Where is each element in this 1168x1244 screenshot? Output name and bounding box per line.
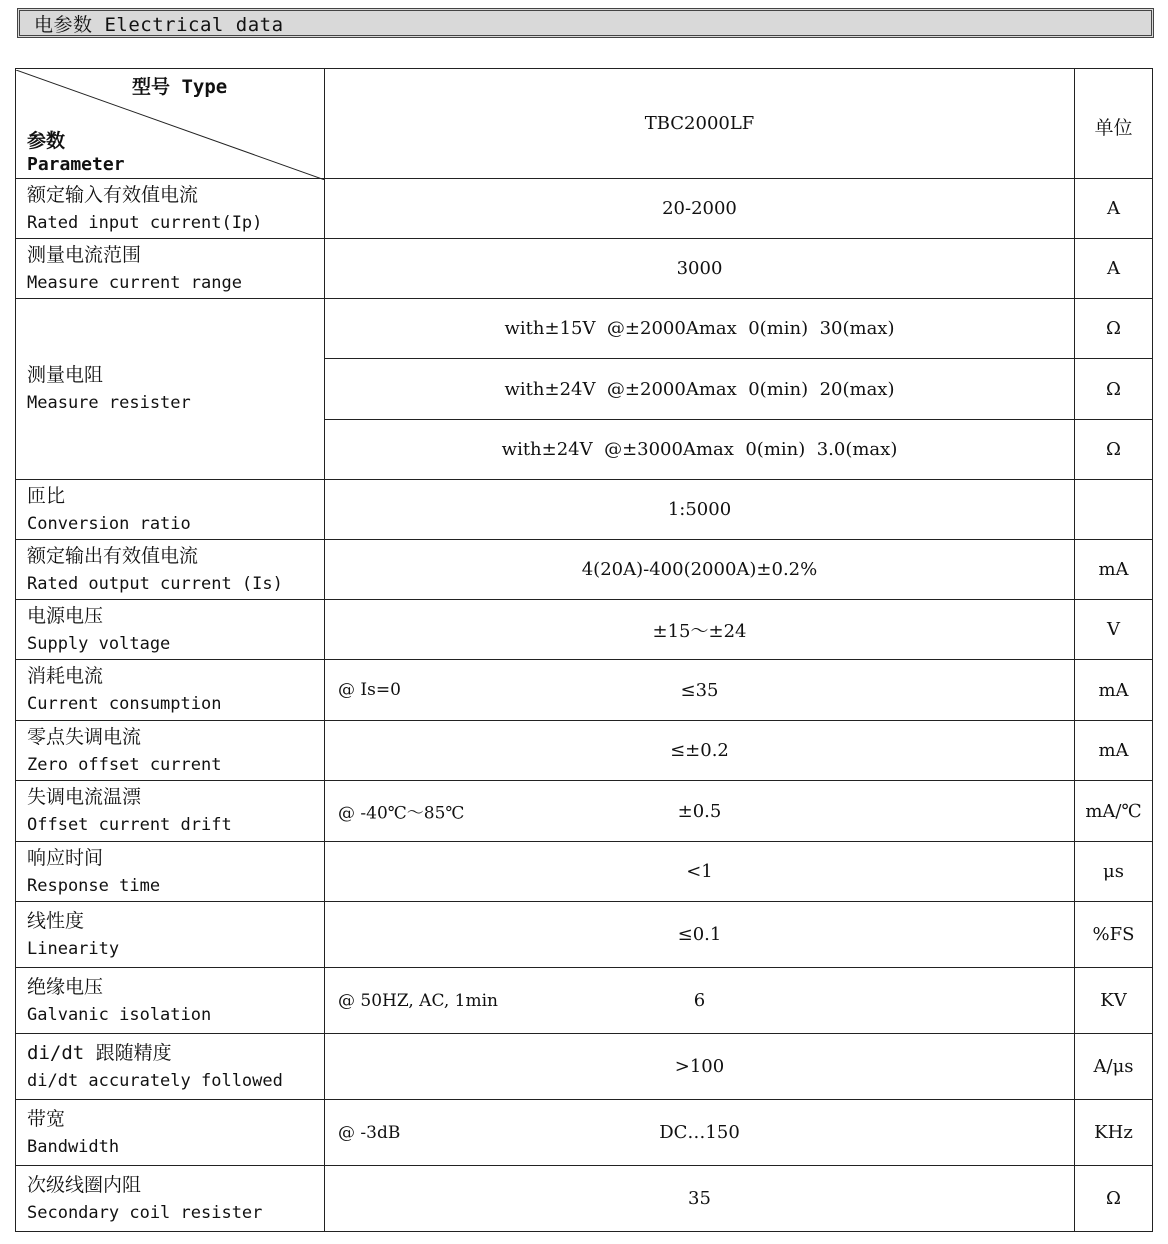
parameter-cell	[16, 721, 325, 781]
type-label: 型号 Type	[132, 75, 228, 98]
value-cell: with±24V @±3000Amax 0(min) 3.0(max)	[325, 420, 1075, 480]
value-cell	[325, 781, 1075, 842]
parameter-name-zh: 电源电压	[27, 604, 104, 627]
value-cell	[325, 902, 1075, 968]
parameter-name-en: di/dt accurately followed	[27, 1070, 283, 1091]
parameter-name-zh: di/dt 跟随精度	[27, 1041, 172, 1064]
parameter-cell	[16, 1100, 325, 1166]
value-cell: with±24V @±2000Amax 0(min) 20(max)	[325, 359, 1075, 420]
value-cell	[325, 842, 1075, 902]
unit-cell	[1075, 480, 1153, 540]
parameter-name-zh: 测量电流范围	[27, 243, 142, 266]
parameter-name-en: Supply voltage	[27, 633, 171, 654]
parameter-value: ≤35	[680, 679, 719, 701]
unit-cell: A	[1075, 179, 1153, 239]
unit-cell: Ω	[1075, 420, 1153, 480]
value-cell: with±15V @±2000Amax 0(min) 30(max)	[325, 299, 1075, 359]
parameter-cell	[16, 781, 325, 842]
value-cell	[325, 239, 1075, 299]
parameter-label-zh: 参数	[27, 129, 66, 152]
unit-cell: %FS	[1075, 902, 1153, 968]
parameter-name-en: Current consumption	[27, 694, 222, 714]
value-cell	[325, 721, 1075, 781]
parameter-name-zh: 额定输出有效值电流	[27, 544, 199, 567]
value-cell	[325, 968, 1075, 1034]
unit-cell: mA	[1075, 721, 1153, 781]
unit-cell: mA	[1075, 540, 1153, 600]
unit-cell: mA	[1075, 660, 1153, 721]
parameter-name-en: Measure current range	[27, 272, 242, 293]
parameter-cell	[16, 660, 325, 721]
unit-cell: Ω	[1075, 299, 1153, 359]
parameter-label-en: Parameter	[27, 153, 125, 175]
parameter-name-zh: 额定输入有效值电流	[27, 183, 199, 206]
unit-cell: mA/℃	[1075, 781, 1153, 842]
test-condition: @ 50HZ, AC, 1min	[338, 990, 498, 1011]
parameter-value: 1:5000	[667, 499, 732, 520]
value-cell	[325, 1100, 1075, 1166]
parameter-name-zh: 响应时间	[27, 846, 104, 869]
parameter-name-zh: 测量电阻	[27, 364, 104, 386]
section-title: 电参数 Electrical data	[17, 8, 1154, 38]
parameter-value: >100	[674, 1056, 725, 1077]
parameter-cell	[16, 1034, 325, 1100]
table-row	[16, 968, 1153, 1034]
parameter-cell	[16, 299, 325, 480]
parameter-name-en: Measure resister	[27, 393, 191, 413]
value-cell	[325, 600, 1075, 660]
table-header-row	[16, 69, 1153, 179]
test-condition: @ Is=0	[338, 680, 401, 700]
unit-cell: V	[1075, 600, 1153, 660]
parameter-value: DC…150	[659, 1122, 740, 1143]
electrical-data-table	[15, 68, 1153, 1232]
unit-cell: KV	[1075, 968, 1153, 1034]
parameter-name-zh: 绝缘电压	[27, 975, 104, 998]
parameter-name-en: Rated input current(Ip)	[27, 212, 263, 233]
table-row	[16, 1100, 1153, 1166]
value-cell	[325, 660, 1075, 721]
parameter-name-en: Zero offset current	[27, 754, 222, 775]
unit-cell: μs	[1075, 842, 1153, 902]
table-row	[16, 842, 1153, 902]
table-row	[16, 480, 1153, 540]
parameter-value: <1	[686, 861, 713, 882]
parameter-cell	[16, 1166, 325, 1232]
parameter-name-zh: 匝比	[27, 484, 66, 507]
parameter-cell	[16, 968, 325, 1034]
value-cell	[325, 179, 1075, 239]
test-condition: @ -3dB	[338, 1122, 401, 1143]
table-row	[16, 600, 1153, 660]
unit-header: 单位	[1075, 69, 1153, 179]
parameter-name-en: Conversion ratio	[27, 513, 191, 534]
parameter-cell	[16, 179, 325, 239]
table-row	[16, 660, 1153, 721]
model-name: TBC2000LF	[325, 69, 1075, 179]
parameter-value: 6	[693, 990, 706, 1011]
parameter-cell	[16, 480, 325, 540]
parameter-value: 3000	[676, 258, 723, 279]
table-row	[16, 540, 1153, 600]
parameter-name-en: Response time	[27, 875, 161, 896]
table-row	[16, 902, 1153, 968]
table-row	[16, 179, 1153, 239]
header-diagonal-cell	[16, 69, 325, 179]
value-cell	[325, 480, 1075, 540]
parameter-name-zh: 零点失调电流	[27, 725, 142, 748]
table-row	[16, 721, 1153, 781]
parameter-name-zh: 失调电流温漂	[27, 786, 142, 808]
unit-cell: Ω	[1075, 359, 1153, 420]
unit-cell: A/μs	[1075, 1034, 1153, 1100]
parameter-value: ±0.5	[677, 800, 722, 822]
parameter-name-zh: 带宽	[27, 1107, 66, 1130]
parameter-value: ≤0.1	[677, 924, 722, 945]
parameter-cell	[16, 540, 325, 600]
parameter-name-en: Rated output current (Is)	[27, 573, 283, 594]
value-cell	[325, 1034, 1075, 1100]
table-row	[16, 1166, 1153, 1232]
parameter-name-zh: 线性度	[27, 909, 85, 932]
value-cell	[325, 540, 1075, 600]
parameter-name-en: Offset current drift	[27, 815, 232, 835]
test-condition: @ -40℃～85℃	[338, 803, 465, 824]
parameter-name-zh: 次级线圈内阻	[27, 1173, 142, 1196]
table-row	[16, 239, 1153, 299]
parameter-name-en: Secondary coil resister	[27, 1202, 263, 1223]
parameter-value: ±15～±24	[652, 620, 747, 642]
parameter-cell	[16, 902, 325, 968]
unit-cell: A	[1075, 239, 1153, 299]
value-cell	[325, 1166, 1075, 1232]
parameter-value: 35	[688, 1188, 711, 1209]
unit-cell: KHz	[1075, 1100, 1153, 1166]
parameter-value: 4(20A)-400(2000A)±0.2%	[581, 559, 818, 580]
unit-cell: Ω	[1075, 1166, 1153, 1232]
parameter-cell	[16, 842, 325, 902]
parameter-cell	[16, 600, 325, 660]
parameter-name-en: Bandwidth	[27, 1136, 120, 1157]
parameter-value: ≤±0.2	[670, 740, 729, 761]
parameter-value: 20-2000	[662, 198, 737, 219]
parameter-name-en: Linearity	[27, 938, 120, 959]
table-row	[16, 781, 1153, 842]
table-row	[16, 299, 1153, 359]
parameter-cell	[16, 239, 325, 299]
parameter-name-zh: 消耗电流	[27, 665, 104, 687]
table-row	[16, 1034, 1153, 1100]
parameter-name-en: Galvanic isolation	[27, 1004, 212, 1025]
